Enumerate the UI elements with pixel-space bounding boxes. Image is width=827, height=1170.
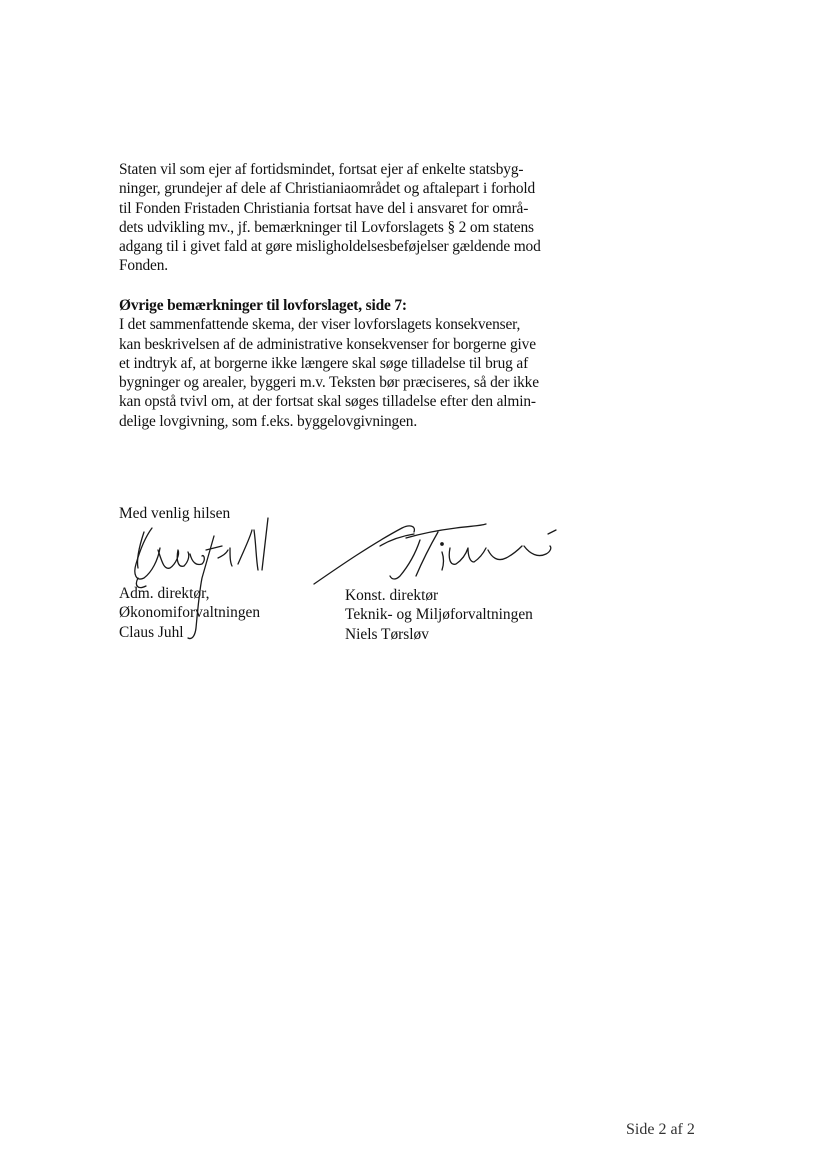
text-line: dets udvikling mv., jf. bemærkninger til Lovforslagets § 2 om statens <box>119 218 534 236</box>
text-line: et indtryk af, at borgerne ikke længere skal søge tilladelse til brug af <box>119 354 529 372</box>
signatory-name: Claus Juhl <box>119 623 184 641</box>
text-line: kan beskrivelsen af de administrative konsekvenser for borgerne give <box>119 335 536 353</box>
text-line: ninger, grundejer af dele af Christianiaområdet og aftalepart i forhold <box>119 180 536 198</box>
text-line: bygninger og arealer, byggeri m.v. Teksten bør præciseres, så der ikke <box>119 374 539 392</box>
text-line: Fonden. <box>119 257 168 275</box>
text-line: I det sammenfattende skema, der viser lovforslagets konsekvenser, <box>119 316 521 334</box>
text-line: delige lovgivning, som f.eks. byggelovgivningen. <box>119 412 418 430</box>
section-heading: Øvrige bemærkninger til lovforslaget, side 7: <box>119 297 407 314</box>
signatory-name: Niels Tørsløv <box>345 625 429 643</box>
closing-greeting: Med venlig hilsen <box>119 505 231 522</box>
handwritten-signature-right <box>310 518 560 598</box>
signatory-title: Adm. direktør, <box>119 585 210 602</box>
text-line: adgang til i givet fald at gøre misligholdelsesbeføjelser gældende mod <box>119 238 541 256</box>
text-line: Staten vil som ejer af fortidsmindet, fortsat ejer af enkelte statsbyg- <box>119 161 524 178</box>
signatory-department: Økonomiforvaltningen <box>119 604 261 622</box>
page-number: Side 2 af 2 <box>626 1121 695 1138</box>
text-line: til Fonden Fristaden Christiania fortsat have del i ansvaret for områ- <box>119 199 529 217</box>
text-line: kan opstå tvivl om, at der fortsat skal søges tilladelse efter den almin- <box>119 393 536 411</box>
signatory-title: Konst. direktør <box>345 587 439 604</box>
signatory-department: Teknik- og Miljøforvaltningen <box>345 606 533 624</box>
handwritten-signature-left <box>118 510 288 645</box>
paragraph-state-responsibility <box>119 160 599 276</box>
paragraph-other-remarks <box>119 296 599 431</box>
